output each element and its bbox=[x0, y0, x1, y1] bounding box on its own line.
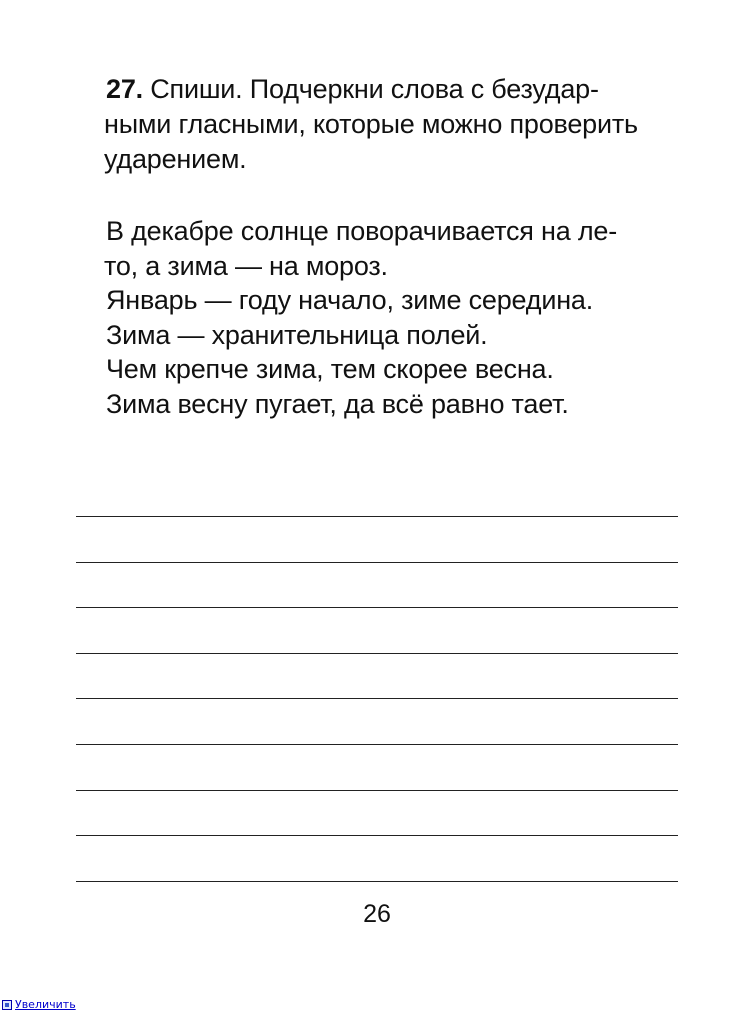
proverb-line: Зима весну пугает, да всё равно тает. bbox=[106, 388, 569, 419]
zoom-link[interactable] bbox=[2, 998, 76, 1011]
page-number: 26 bbox=[363, 900, 391, 928]
writing-line bbox=[76, 607, 678, 608]
writing-lines bbox=[76, 0, 678, 1014]
writing-line bbox=[76, 562, 678, 563]
instruction-line-2: ными гласными, которые можно проверить bbox=[104, 109, 638, 139]
proverb-line: Январь — году начало, зиме середина. bbox=[106, 285, 594, 315]
zoom-link-label[interactable]: Увеличить bbox=[15, 998, 76, 1011]
proverb-line: В декабре солнце поворачивается на ле- bbox=[106, 216, 618, 246]
instruction-line-3: ударением. bbox=[104, 144, 247, 174]
proverb-line: Чем крепче зима, тем скорее весна. bbox=[106, 354, 554, 384]
writing-line bbox=[76, 835, 678, 836]
writing-line bbox=[76, 790, 678, 791]
writing-line bbox=[76, 698, 678, 699]
writing-line bbox=[76, 653, 678, 654]
writing-line bbox=[76, 744, 678, 745]
instruction-text-1: Спиши. Подчеркни слова с безудар- bbox=[142, 74, 599, 104]
magnify-icon bbox=[2, 1000, 12, 1010]
exercise-number: 27. bbox=[106, 74, 143, 104]
proverb-line: то, а зима — на мороз. bbox=[104, 250, 388, 281]
proverb-line: Зима — хранительница полей. bbox=[106, 319, 488, 350]
writing-line bbox=[76, 516, 678, 517]
writing-line bbox=[76, 881, 678, 882]
